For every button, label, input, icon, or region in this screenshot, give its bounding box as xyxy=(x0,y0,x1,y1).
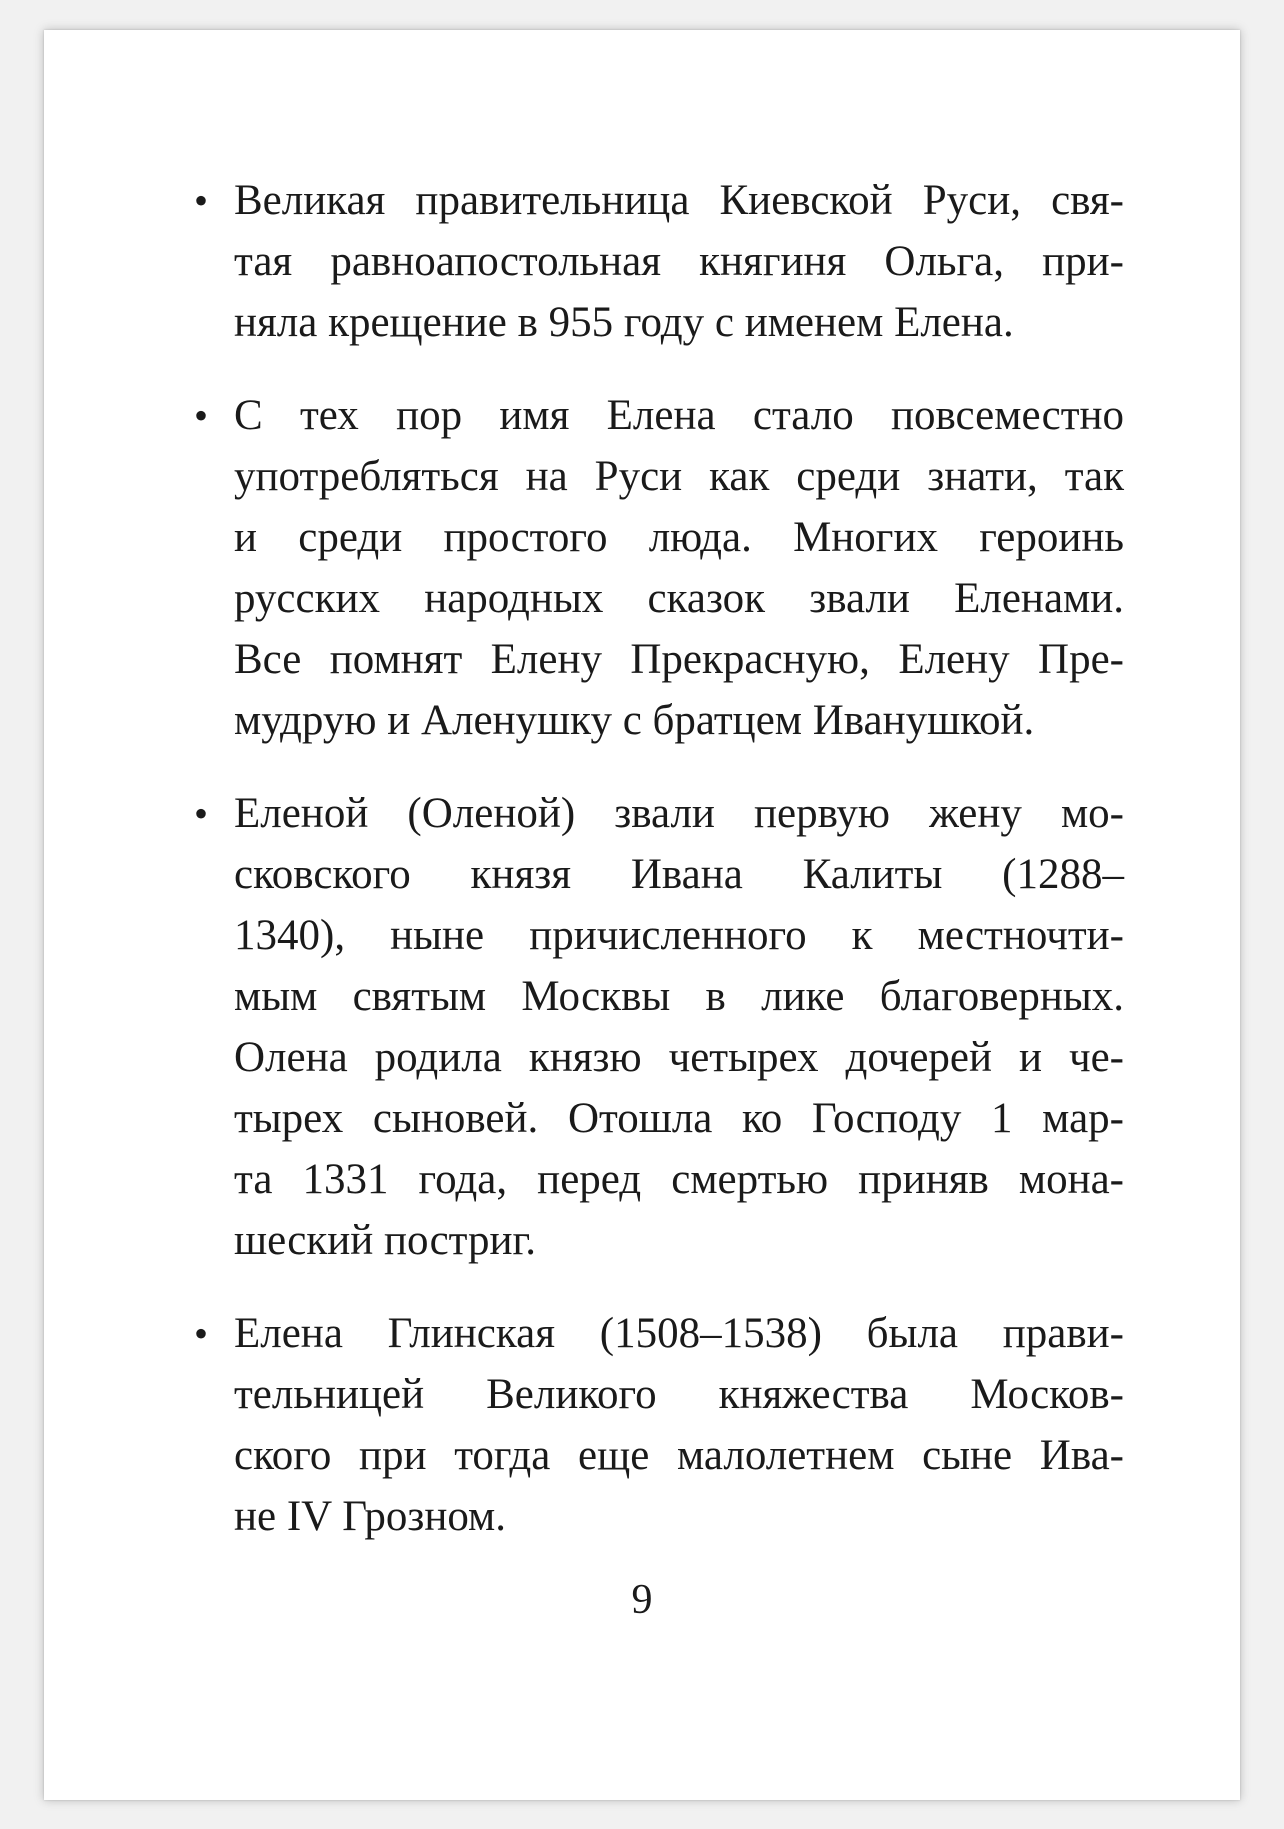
text-line: Олена родила князю четырех дочерей и че- xyxy=(234,1034,1124,1081)
bullet-list xyxy=(194,170,1124,1579)
text-line: С тех пор имя Елена стало повсеместно xyxy=(234,392,1124,439)
text-line: русских народных сказок звали Еленами. xyxy=(234,575,1124,622)
text-line: употребляться на Руси как среди знати, так xyxy=(234,453,1124,500)
text-line: шеский постриг. xyxy=(234,1217,537,1264)
text-line: мым святым Москвы в лике благоверных. xyxy=(234,973,1124,1020)
text-line: ского при тогда еще малолетнем сыне Ива- xyxy=(234,1432,1124,1479)
text-line: Елена Глинская (1508–1538) была прави- xyxy=(234,1310,1124,1357)
bullet-marker: • xyxy=(194,393,209,438)
text-line: Все помнят Елену Прекрасную, Елену Пре- xyxy=(234,636,1124,683)
text-line: и среди простого люда. Многих героинь xyxy=(234,514,1124,561)
text-line: Еленой (Оленой) звали первую жену мо- xyxy=(234,790,1124,837)
bullet-item-3 xyxy=(194,783,1124,1271)
bullet-item-2 xyxy=(194,385,1124,751)
text-line: не IV Грозном. xyxy=(234,1493,506,1540)
text-line: Великая правительница Киевской Руси, свя- xyxy=(234,177,1124,224)
text-line: тырех сыновей. Отошла ко Господу 1 мар- xyxy=(234,1095,1124,1142)
book-page xyxy=(44,30,1240,1800)
text-line: тая равноапостольная княгиня Ольга, при- xyxy=(234,238,1124,285)
text-line: няла крещение в 955 году с именем Елена. xyxy=(234,299,1014,346)
bullet-marker: • xyxy=(194,791,209,836)
text-line: сковского князя Ивана Калиты (1288– xyxy=(234,851,1124,898)
text-line: та 1331 года, перед смертью приняв мона- xyxy=(234,1156,1124,1203)
text-line: 1340), ныне причисленного к местночти- xyxy=(234,912,1124,959)
bullet-marker: • xyxy=(194,1311,209,1356)
bullet-item-4 xyxy=(194,1303,1124,1547)
page-number: 9 xyxy=(631,1577,653,1623)
text-line: тельницей Великого княжества Москов- xyxy=(234,1371,1124,1418)
text-line: мудрую и Аленушку с братцем Иванушкой. xyxy=(234,697,1035,744)
bullet-marker: • xyxy=(194,178,209,223)
bullet-item-1 xyxy=(194,170,1124,353)
